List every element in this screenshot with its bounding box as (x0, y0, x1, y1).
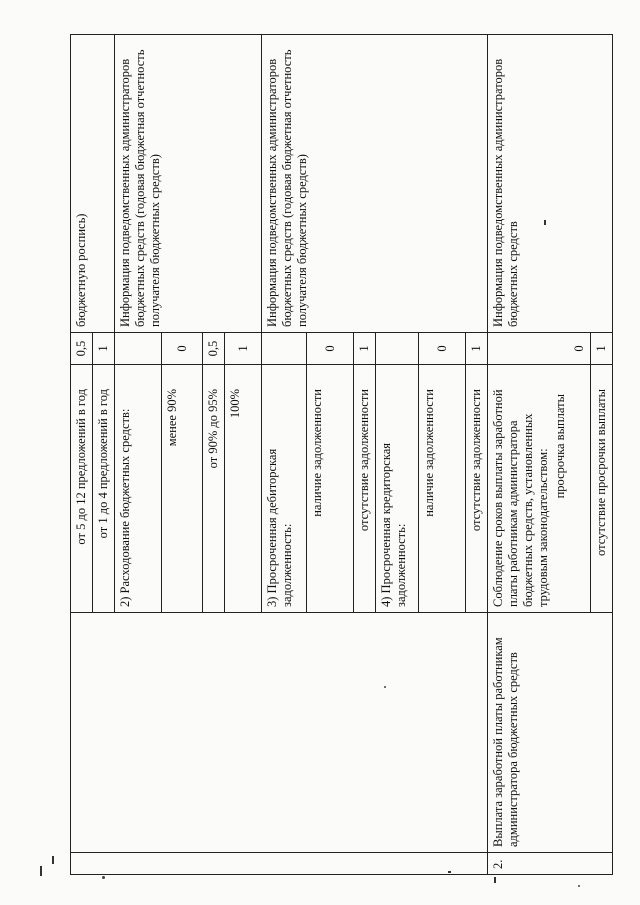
criterion-cell: отсутствие просрочки выплаты (591, 365, 613, 613)
table-row (71, 35, 93, 875)
scan-speck (384, 686, 386, 688)
criterion-cell: 4) Просроченная кредиторская задолженность: (376, 365, 419, 613)
score-cell: 0 (419, 333, 466, 365)
scan-speck (544, 220, 546, 225)
source-cell: Информация подведомственных администраторов бюджетных средств (488, 35, 613, 333)
criterion-cell: отсутствие задолженности (466, 365, 488, 613)
criterion-cell: от 5 до 12 предложений в год (71, 365, 93, 613)
score-cell (376, 333, 419, 365)
scan-speck (448, 871, 451, 873)
criterion-cell: наличие задолженности (307, 365, 354, 613)
criterion-cell: отсутствие задолженности (354, 365, 376, 613)
criterion-cell: наличие задолженности (419, 365, 466, 613)
criteria-table (70, 34, 613, 875)
criterion-cell: от 90% до 95% (203, 365, 225, 613)
score-cell: 0 (488, 333, 591, 365)
indicator-name: Выплата заработной платы работникам администратора бюджетных средств (488, 613, 613, 853)
scan-speck (102, 876, 105, 879)
criterion-cell: 2) Расходование бюджетных средств: (115, 365, 162, 613)
scan-speck (52, 856, 54, 864)
source-cell: Информация подведомственных администраторов бюджетных средств (годовая бюджетная отчетность получателя бюджетных средств) (262, 35, 488, 333)
criterion-sub: просрочка выплаты (553, 394, 567, 499)
scan-speck (494, 877, 496, 883)
rotated-table-wrapper (70, 35, 630, 875)
score-cell (115, 333, 162, 365)
score-cell: 1 (591, 333, 613, 365)
criterion-heading: Соблюдение сроков выплаты заработной платы работникам администратора бюджетных средств, установленных трудовым законодательством: (491, 389, 550, 607)
table-row (488, 35, 591, 875)
scan-speck (578, 885, 580, 887)
score-cell: 0 (162, 333, 203, 365)
score-cell: 1 (93, 333, 115, 365)
row-number: 2. (488, 853, 613, 875)
scan-speck (40, 866, 42, 876)
name-cell-empty (71, 613, 488, 853)
score-cell: 1 (225, 333, 262, 365)
score-cell: 0,5 (203, 333, 225, 365)
criterion-cell (488, 365, 591, 613)
source-cell: бюджетную роспись) (71, 35, 115, 333)
criterion-cell: от 1 до 4 предложений в год (93, 365, 115, 613)
score-cell: 0 (307, 333, 354, 365)
score-cell: 1 (466, 333, 488, 365)
score-cell (262, 333, 307, 365)
num-cell-empty (71, 853, 488, 875)
score-cell: 0,5 (71, 333, 93, 365)
score-cell: 1 (354, 333, 376, 365)
criterion-cell: менее 90% (162, 365, 203, 613)
criterion-cell: 3) Просроченная дебиторская задолженность: (262, 365, 307, 613)
criterion-cell: 100% (225, 365, 262, 613)
source-cell: Информация подведомственных администраторов бюджетных средств (годовая бюджетная отчетность получателя бюджетных средств) (115, 35, 262, 333)
